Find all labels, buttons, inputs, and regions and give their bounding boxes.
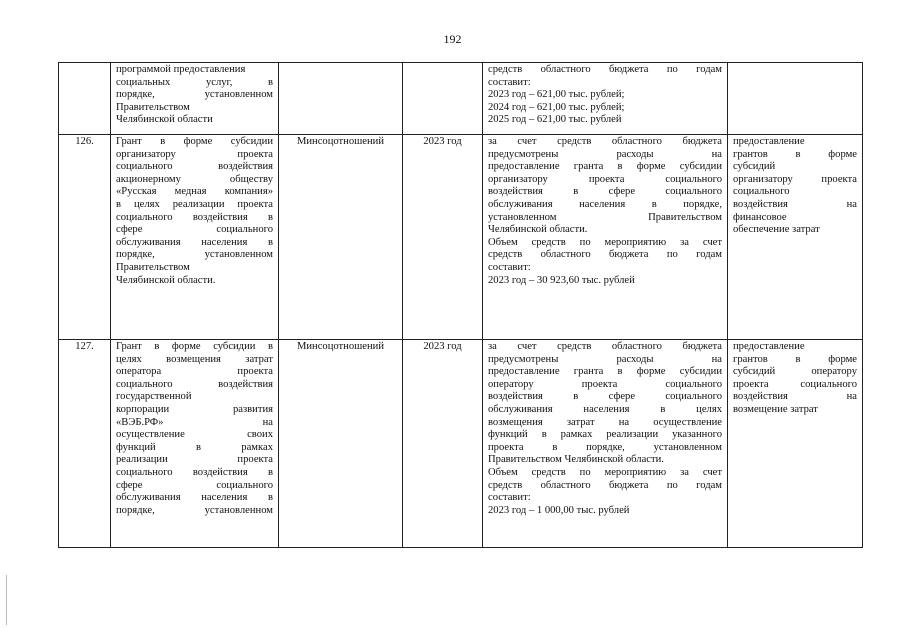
scan-artifact: [6, 575, 7, 625]
text-line: 2023 год – 1 000,00 тыс. рублей: [488, 504, 630, 516]
text-line: обслуживания населения в: [116, 236, 273, 248]
page-number: 192: [443, 32, 462, 46]
text-line: обеспечение затрат: [733, 224, 820, 236]
text-line: предоставление гранта в форме субсидии: [488, 161, 722, 173]
text-line: Объем средств по мероприятию за счет: [488, 466, 722, 478]
text-line: возмещения затрат на осуществление: [488, 416, 722, 428]
expected-result-cell: [728, 63, 863, 135]
year-cell: 2023 год: [403, 135, 483, 340]
text-line: грантов в форме: [733, 353, 857, 365]
text-line: Челябинской области.: [488, 224, 588, 236]
text-line: организатору проекта: [733, 173, 857, 185]
text-line: 2023 год – 30 923,60 тыс. рублей: [488, 274, 635, 286]
text-line: Грант в форме субсидии: [116, 136, 273, 147]
expected-result-cell: [728, 135, 863, 340]
table-row: [59, 63, 863, 135]
executor-cell: [279, 63, 403, 135]
table-row: [59, 340, 863, 548]
table-body: [59, 63, 863, 548]
text-line: организатору проекта социального: [488, 173, 722, 185]
text-line: грантов в форме: [733, 148, 857, 160]
text-line: финансовое: [733, 211, 787, 223]
text-line: реализации проекта: [116, 454, 273, 466]
event-cell: [111, 340, 279, 548]
text-line: субсидий оператору: [733, 366, 857, 378]
text-line: социального воздействия: [116, 161, 273, 173]
executor-cell: Минсоцотношений: [279, 340, 403, 548]
text-line: порядке, установленном: [116, 89, 273, 101]
text-line: средств областного бюджета по годам: [488, 64, 722, 75]
text-line: акционерному обществу: [116, 173, 273, 185]
text-line: воздействия на: [733, 391, 857, 403]
table-row: [59, 135, 863, 340]
text-line: возмещение затрат: [733, 403, 818, 415]
text-line: Челябинской области.: [116, 274, 216, 286]
text-line: составит:: [488, 261, 531, 273]
funding-volume-cell: [483, 135, 728, 340]
row-number-cell: 127.: [59, 340, 111, 548]
text-line: социального воздействия в: [116, 466, 273, 478]
text-line: проекта в порядке, установленном: [488, 441, 722, 453]
text-line: порядке, установленном: [116, 504, 273, 516]
funding-volume-cell: [483, 340, 728, 548]
text-line: предоставление: [733, 136, 805, 147]
text-line: Челябинской области: [116, 114, 213, 126]
text-line: предусмотрены расходы на: [488, 353, 722, 365]
text-line: государственной: [116, 391, 192, 403]
text-line: программой предоставления: [116, 64, 246, 75]
text-line: сфере социального: [116, 479, 273, 491]
text-line: в целях реализации проекта: [116, 198, 273, 210]
text-line: 2025 год – 621,00 тыс. рублей: [488, 114, 622, 126]
text-line: обслуживания населения в порядке,: [488, 198, 722, 210]
text-line: «ВЭБ.РФ» на: [116, 416, 273, 428]
text-line: 2023 год – 621,00 тыс. рублей;: [488, 89, 625, 101]
text-line: за счет средств областного бюджета: [488, 136, 722, 147]
text-line: сфере социального: [116, 224, 273, 236]
text-line: воздействия на: [733, 198, 857, 210]
text-line: обслуживания населения в: [116, 492, 273, 504]
text-line: Правительством Челябинской области.: [488, 454, 664, 466]
text-line: проекта социального: [733, 378, 857, 390]
text-line: составит:: [488, 76, 531, 88]
text-line: Объем средств по мероприятию за счет: [488, 236, 722, 248]
text-line: оператору проекта социального: [488, 378, 722, 390]
year-cell: [403, 63, 483, 135]
text-line: оператора проекта: [116, 366, 273, 378]
text-line: социального воздействия: [116, 378, 273, 390]
text-line: составит:: [488, 492, 531, 504]
year-cell: 2023 год: [403, 340, 483, 548]
text-line: за счет средств областного бюджета: [488, 341, 722, 352]
text-line: обслуживания населения в целях: [488, 403, 722, 415]
text-line: социального воздействия в: [116, 211, 273, 223]
text-line: функций в рамках реализации указанного: [488, 429, 722, 441]
text-line: осуществление своих: [116, 429, 273, 441]
text-line: воздействия в сфере социального: [488, 391, 722, 403]
text-line: «Русская медная компания»: [116, 186, 273, 198]
funding-volume-cell: [483, 63, 728, 135]
text-line: воздействия в сфере социального: [488, 186, 722, 198]
row-number-cell: 126.: [59, 135, 111, 340]
expected-result-cell: [728, 340, 863, 548]
text-line: средств областного бюджета по годам: [488, 479, 722, 491]
text-line: корпорации развития: [116, 403, 273, 415]
text-line: предусмотрены расходы на: [488, 148, 722, 160]
text-line: Правительством: [116, 101, 190, 113]
text-line: предоставление: [733, 341, 805, 352]
event-cell: [111, 135, 279, 340]
executor-cell: Минсоцотношений: [279, 135, 403, 340]
text-line: социального: [733, 186, 790, 198]
text-line: социальных услуг, в: [116, 76, 273, 88]
event-cell: [111, 63, 279, 135]
row-number-cell: [59, 63, 111, 135]
measures-table: [58, 62, 863, 548]
text-line: субсидий: [733, 161, 776, 173]
text-line: Правительством: [116, 261, 190, 273]
text-line: целях возмещения затрат: [116, 353, 273, 365]
text-line: организатору проекта: [116, 148, 273, 160]
text-line: функций в рамках: [116, 441, 273, 453]
text-line: установленном Правительством: [488, 211, 722, 223]
text-line: порядке, установленном: [116, 249, 273, 261]
text-line: 2024 год – 621,00 тыс. рублей;: [488, 101, 625, 113]
text-line: средств областного бюджета по годам: [488, 249, 722, 261]
text-line: Грант в форме субсидии в: [116, 341, 273, 352]
text-line: предоставление гранта в форме субсидии: [488, 366, 722, 378]
